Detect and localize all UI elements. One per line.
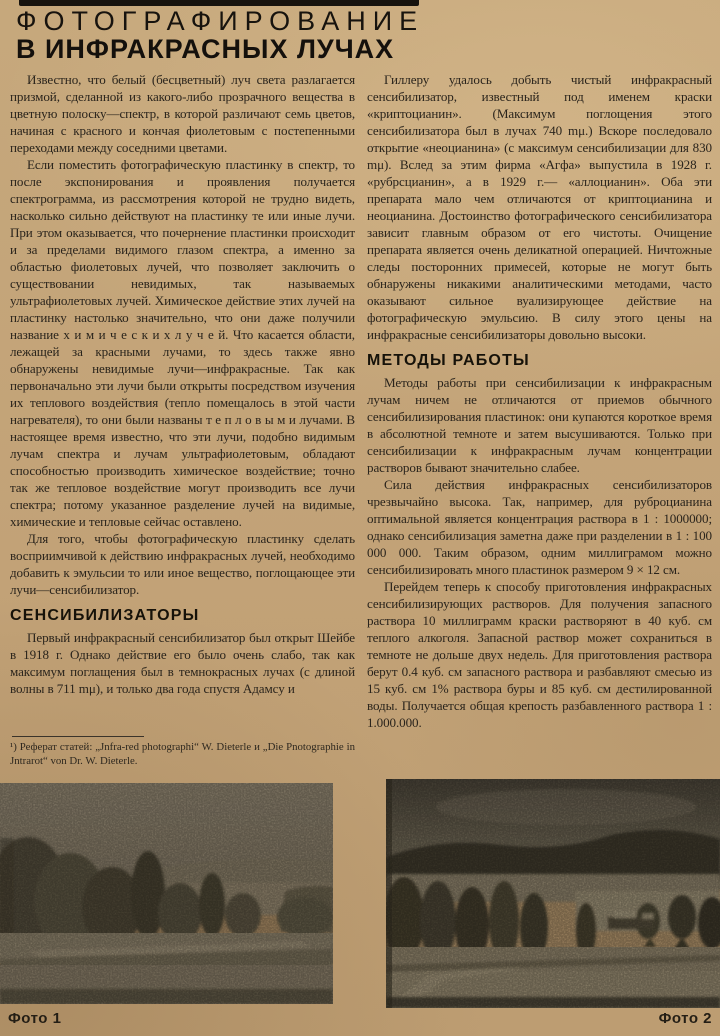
section-heading-methods: МЕТОДЫ РАБОТЫ — [367, 352, 530, 369]
section-heading-sensitizers: СЕНСИБИЛИЗАТОРЫ — [10, 607, 200, 624]
body-paragraph: Известно, что белый (бесцветный) луч света разлагается призмой, сделанной из какого-либо прозрачного вещества в цветную полоску—спектр, в которой различают семь цветов, начиная с красного и кончая фиолетовым с постепенными переходами между соседними цветами. — [10, 72, 355, 155]
body-paragraph: Сила действия инфракрасных сенсибилизаторов чрезвычайно высока. Так, например, для руброцианина оптимальной является концентрация раствора в 1 : 1000000; однако сенсибилизация заметна даже при разделении в 1 : 100 000 000. Таким образом, одним миллиграмом можно сенсибилизировать много пластинок размером 9 × 12 см. — [367, 477, 712, 577]
body-paragraph: Методы работы при сенсибилизации к инфракрасным лучам ничем не отличаются от приемов обычного сенсибилизирования пластинок: они купаются короткое время в абсолютной темноте и затем высушиваются. Только при сенсибилизации к инфракрасным лучам концентрации растворов бывают значительно слабее. — [367, 375, 712, 475]
right-column — [367, 71, 712, 779]
body-paragraph: Первый инфракрасный сенсибилизатор был открыт Шейбе в 1918 г. Однако действие его было очень слабо, так как максимум поглащения был в темнокрасных лучах (с длиной волны в 711 mμ), и только два года спустя Адамсу и — [10, 630, 355, 696]
photo-1-image — [0, 783, 333, 1004]
photo-2-landscape — [386, 779, 720, 1008]
body-paragraph: Перейдем теперь к способу приготовления инфракрасных сенсибилизирующих растворов. Для получения запасного раствора 10 миллиграмм краски растворяют в 40 куб. см теплого алкоголя. Запасной раствор может сохраниться в темноте не дольше двух недель. Для приготовления раствора берут 0.4 куб. см запасного раствора и разбавляют смесью из 15 куб. см 1% раствора буры и 85 куб. см дестилированной воды. Получается общая крепость разбавленного раствора 1 : 1.000.000. — [367, 579, 712, 730]
left-column — [10, 71, 355, 733]
photo-2-caption: Фото 2 — [658, 1010, 712, 1027]
body-paragraph: Для того, чтобы фотографическую пластинку сделать восприимчивой к действию инфракрасных лучей, необходимо добавить к эмульсии то или иное вещество, поглощающее эти лучи—сенсибилизатор. — [10, 531, 355, 597]
footnote-block — [10, 736, 355, 768]
body-paragraph: Гиллеру удалось добыть чистый инфракрасный сенсибилизатор, известный под именем краски «криптоцианин». (Максимум поглощения этого сенсибилизатора был в лучах 740 mμ.) Вскоре последовало открытие «неоцианина» (с максимум сенсибилизации для 830 mμ). Вслед за этим фирма «Агфа» выпустила в 1928 г. «рубрсцианин», а в 1929 г.— «аллоцианин». Оба эти препарата мало чем отличаются от криптоцианина и неоцианина. Достоинство фотографического сенсибилизатора зависит главным образом от его чистоты. Очищение препарата является очень деликатной операцией. Ничтожные следы посторонних примесей, которые не могут быть обнаружены никакими аналитическими методами, часто оказывают сильное вуализирующее действие на фотографическую эмульсию. В силу этого цены на инфракрасные сенсибилизаторы довольно высоки. — [367, 72, 712, 342]
article-title-line2: В ИНФРАКРАСНЫХ ЛУЧАХ — [16, 34, 395, 64]
footnote-text: ¹) Реферат статей: „Jnfra-red photographi“ W. Dieterle и „Die Pnotographie in Jntrarot“ von Dr. W. Dieterle. — [10, 741, 355, 767]
footnote-rule — [12, 736, 144, 737]
article-title-line1: ФОТОГРАФИРОВАНИЕ — [16, 6, 425, 36]
photo-2-image — [386, 779, 720, 1008]
photo-1-caption: Фото 1 — [8, 1010, 62, 1027]
photo-1-landscape — [0, 783, 333, 1004]
body-paragraph: Если поместить фотографическую пластинку в спектр, то после экспонирования и проявления получается спектрограмма, из рассмотрения которой не трудно видеть, насколько сильно действуют на пластинку те или иные лучи. При этом оказывается, что почернение пластинки происходит и за пределами видимого глазом спектра, а именно за областью фиолетовых лучей, что позволяет заключить о существовании невидимых, так называемых ультрафиолетовых лучей. Химическое действие этих лучей на пластинку настолько значительно, что они даже получили название х и м и ч е с к и х л у ч е й. Что касается области, лежащей за красными лучами, то здесь также явно обнаружены невидимые лучи—инфракрасные. Так как первоначально эти лучи были открыты посредством изучения их теплового воздействия (тепло помещалось в этой части нагревателя), то они были названы т е п л о в ы м и лучами. В настоящее время известно, что эти лучи, подобно видимым лучам спектра и лучам ультрафиолетовым, обладают способностью производить химическое воздействие; точно так же тепловое воздействие могут производить все лучи спектра; потому указанное разделение лучей на видимые, химические и тепловые сейчас оставлено. — [10, 157, 355, 529]
